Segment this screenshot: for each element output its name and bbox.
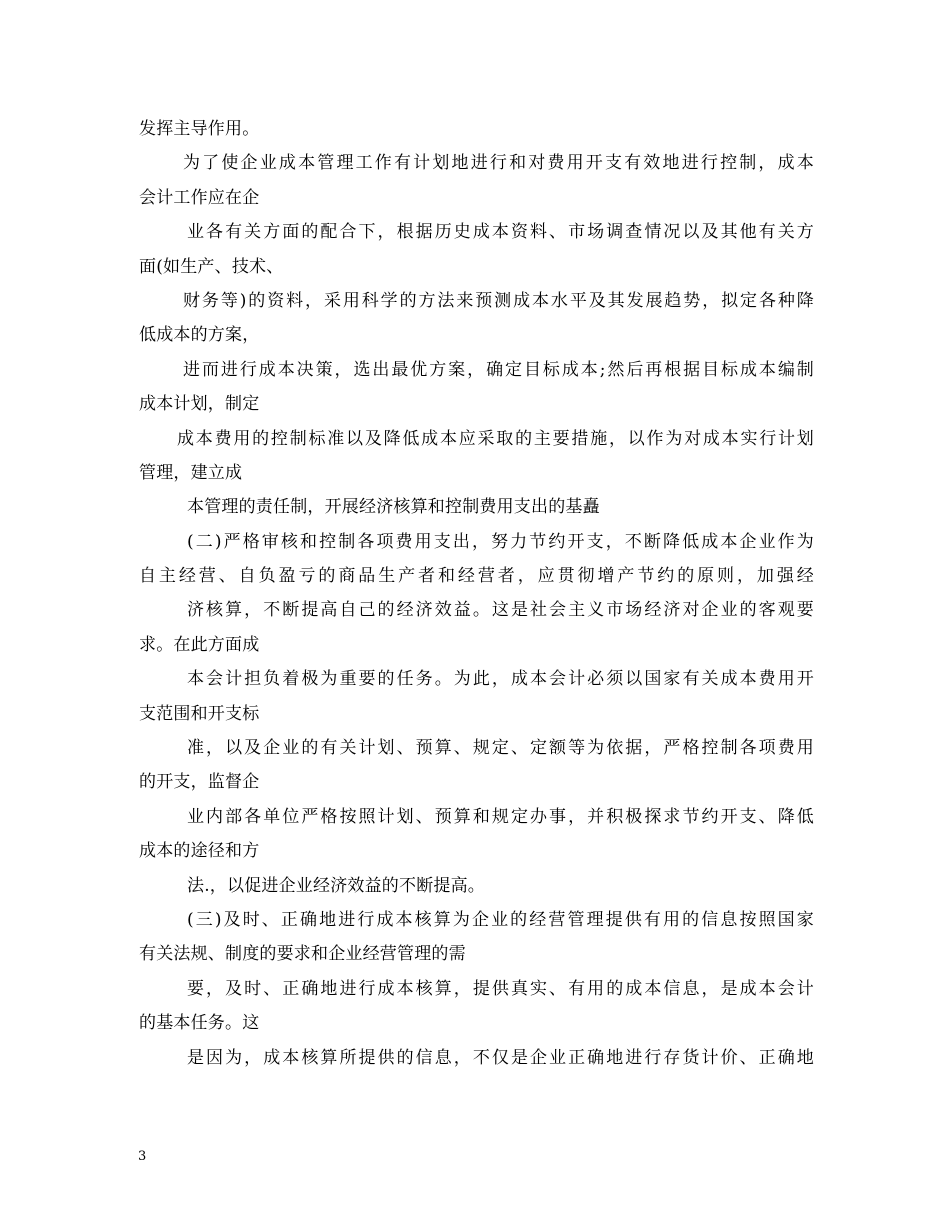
text-line: 法.，以促进企业经济效益的不断提高。 bbox=[187, 875, 486, 896]
text-line: 的开支，监督企 bbox=[139, 772, 260, 793]
text-line: 进而进行成本决策，选出最优方案，确定目标成本;然后再根据目标成本编制 bbox=[183, 359, 814, 380]
text-line: 会计工作应在企 bbox=[139, 187, 260, 208]
text-line: 业各有关方面的配合下，根据历史成本资料、市场调查情况以及其他有关方 bbox=[187, 222, 814, 243]
text-line: 为了使企业成本管理工作有计划地进行和对费用开支有效地进行控制，成本 bbox=[183, 153, 814, 174]
text-line: 要，及时、正确地进行成本核算，提供真实、有用的成本信息，是成本会计 bbox=[187, 978, 814, 999]
text-line: 业内部各单位严格按照计划、预算和规定办事，并积极探求节约开支、降低 bbox=[187, 806, 814, 827]
text-line: 面(如生产、技术、 bbox=[139, 256, 284, 277]
text-line: 管理，建立成 bbox=[139, 462, 243, 483]
text-line: (二)严格审核和控制各项费用支出，努力节约开支，不断降低成本企业作为 bbox=[187, 531, 814, 552]
text-line: 自主经营、自负盈亏的商品生产者和经营者，应贯彻增产节约的原则，加强经 bbox=[139, 566, 814, 587]
text-line: 本管理的责任制，开展经济核算和控制费用支出的基矗 bbox=[187, 497, 600, 518]
text-line: 支范围和开支标 bbox=[139, 703, 260, 724]
body-text bbox=[139, 112, 814, 1075]
text-line: 的基本任务。这 bbox=[139, 1013, 260, 1034]
text-line: 成本的途径和方 bbox=[139, 841, 260, 862]
text-line: 求。在此方面成 bbox=[139, 634, 260, 655]
text-line: 有关法规、制度的要求和企业经营管理的需 bbox=[139, 944, 466, 965]
text-line: 成本计划，制定 bbox=[139, 394, 260, 415]
text-line: 发挥主导作用。 bbox=[139, 119, 260, 139]
text-line: 低成本的方案， bbox=[139, 325, 260, 346]
text-line: (三)及时、正确地进行成本核算为企业的经营管理提供有用的信息按照国家 bbox=[187, 909, 814, 930]
text-line: 本会计担负着极为重要的任务。为此，成本会计必须以国家有关成本费用开 bbox=[187, 669, 814, 690]
text-line: 是因为，成本核算所提供的信息，不仅是企业正确地进行存货计价、正确地 bbox=[187, 1047, 814, 1068]
text-line: 济核算，不断提高自己的经济效益。这是社会主义市场经济对企业的客观要 bbox=[187, 600, 814, 621]
text-line: 财务等)的资料，采用科学的方法来预测成本水平及其发展趋势，拟定各种降 bbox=[183, 290, 814, 311]
text-line: 准，以及企业的有关计划、预算、规定、定额等为依据，严格控制各项费用 bbox=[187, 738, 814, 759]
page-number: 3 bbox=[138, 1149, 147, 1164]
text-line: 成本费用的控制标准以及降低成本应采取的主要措施，以作为对成本实行计划 bbox=[177, 428, 814, 449]
